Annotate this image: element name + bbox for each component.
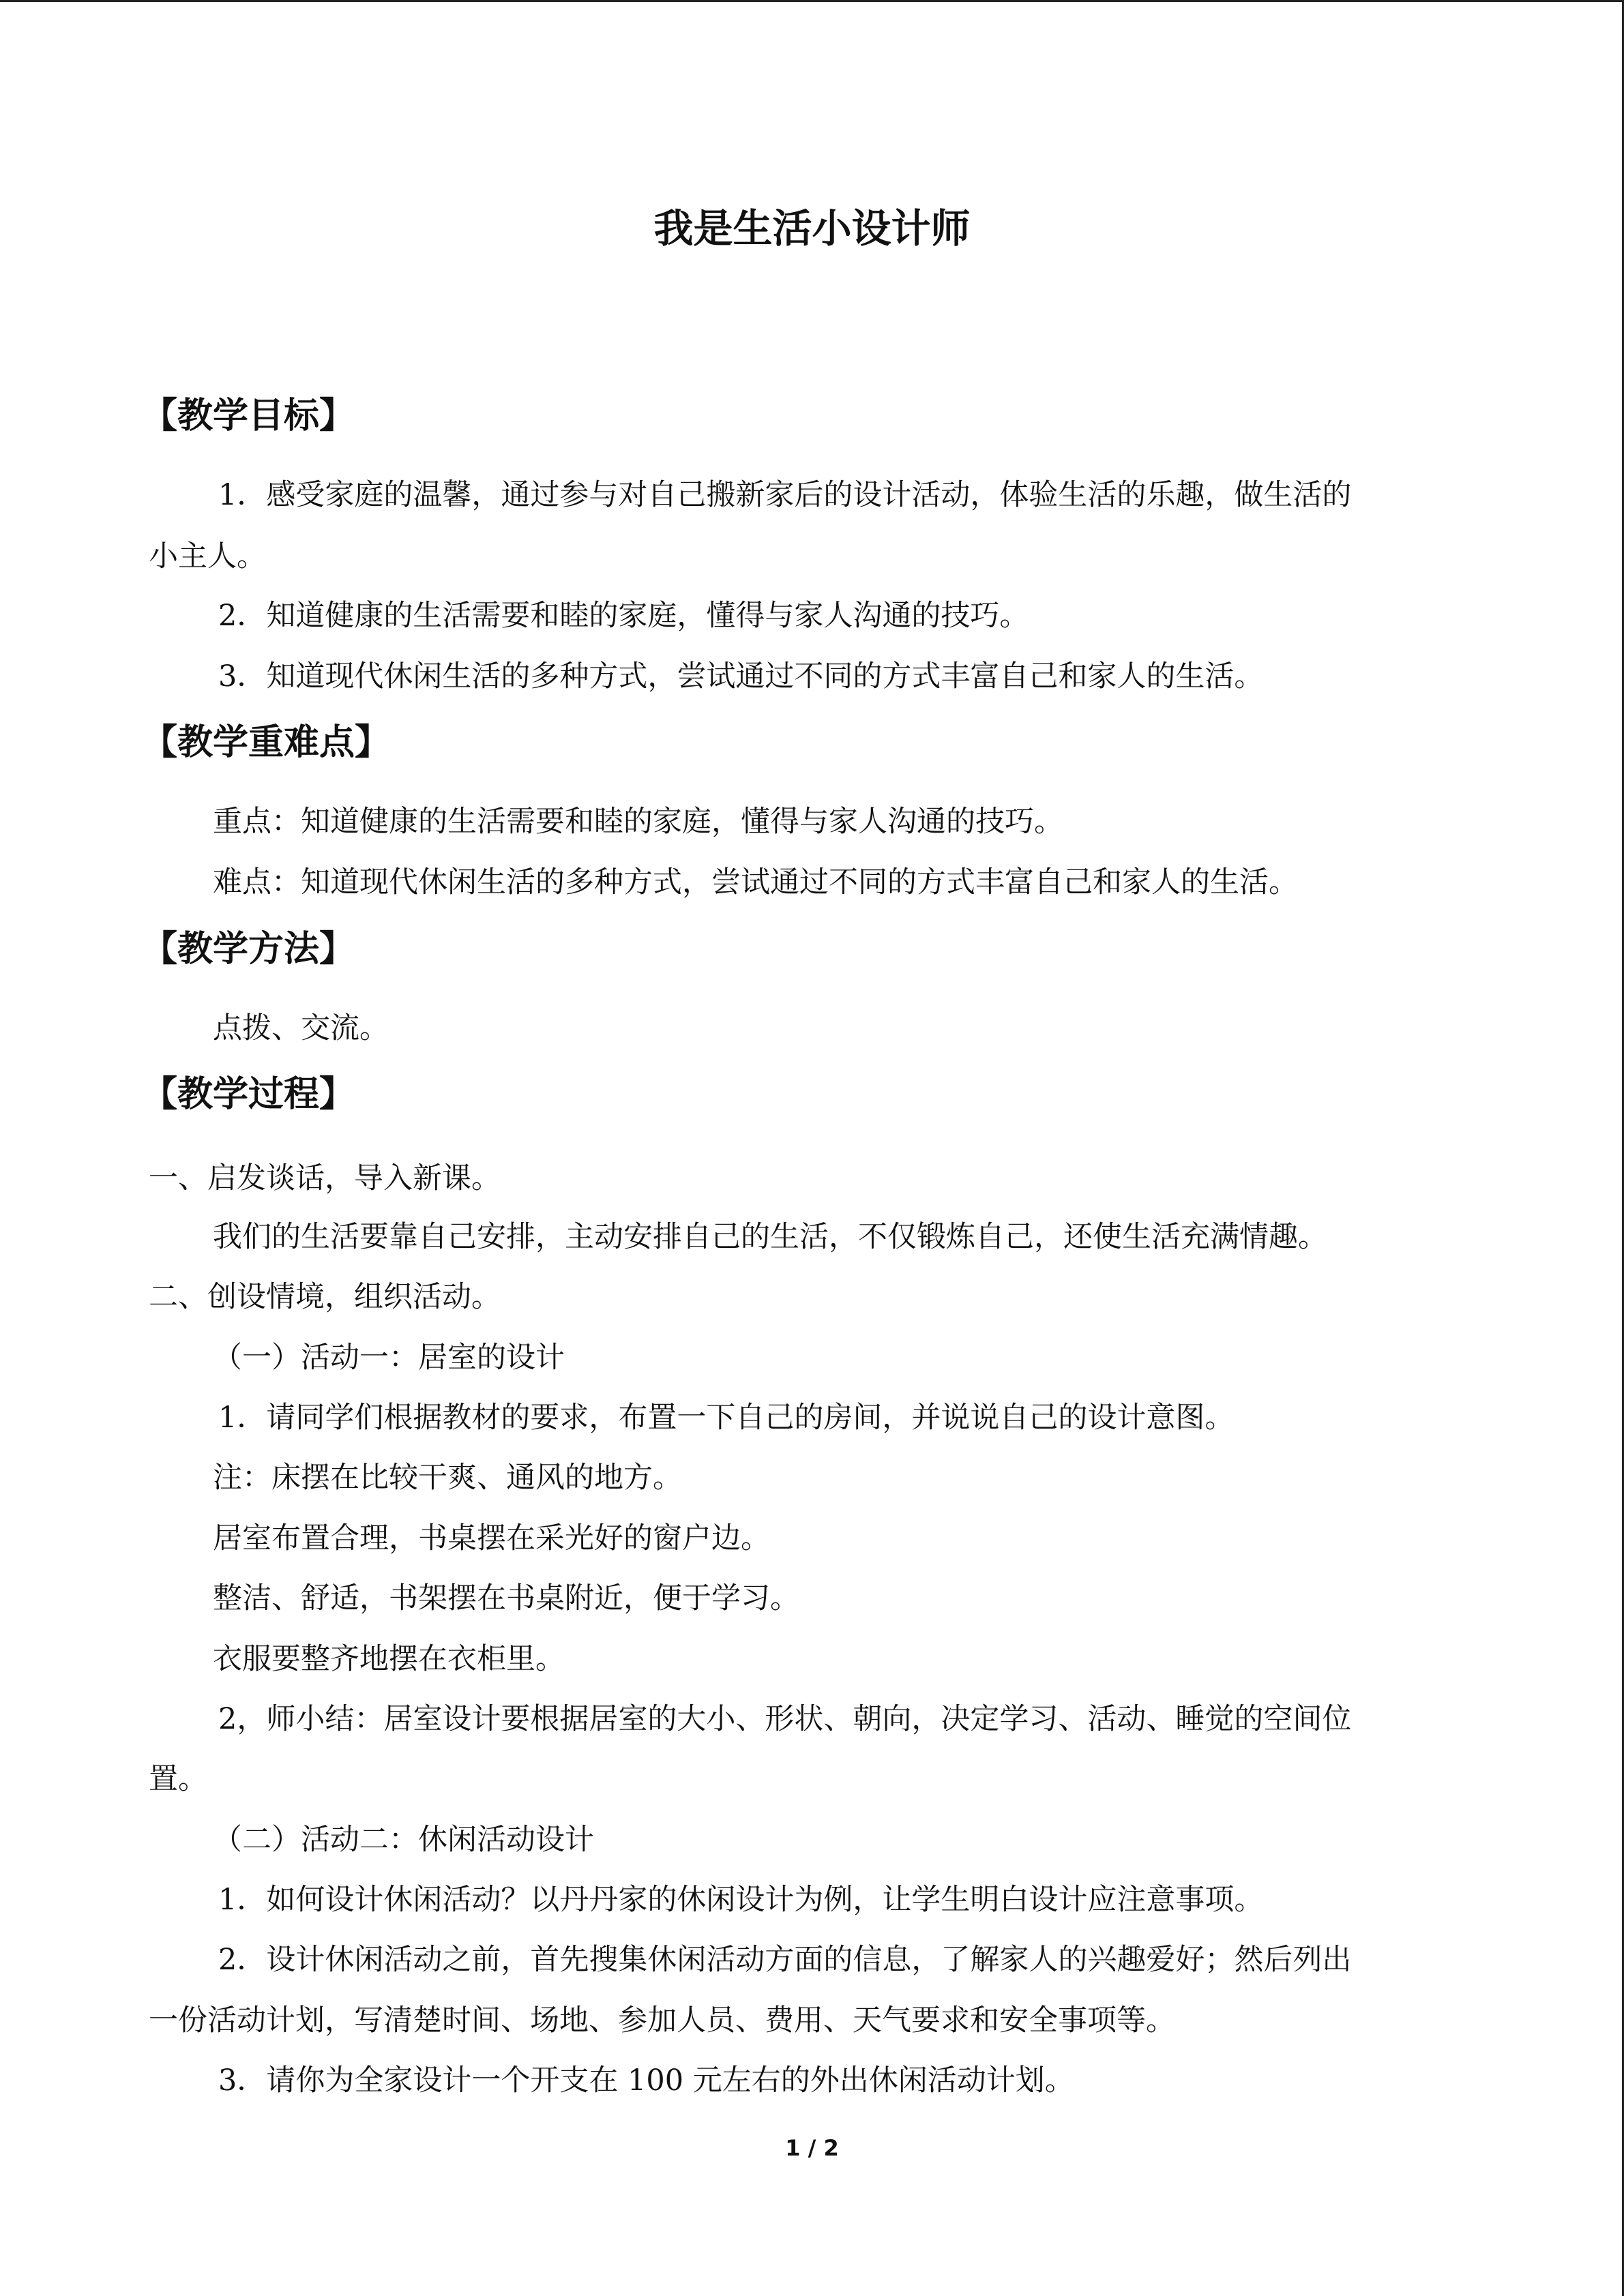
activity-1-note: 注：床摆在比较干爽、通风的地方。 [213,1461,682,1495]
section-heading-methods: 【教学方法】 [142,929,355,970]
activity-2-item-1: 1．如何设计休闲活动？以丹丹家的休闲设计为例，让学生明白设计应注意事项。 [218,1883,1264,1917]
activity-2-heading: （二）活动二：休闲活动设计 [213,1823,594,1857]
goals-item-1: 1．感受家庭的温馨，通过参与对自己搬新家后的设计活动，体验生活的乐趣，做生活的 [218,478,1352,512]
keypoint-difficulty: 难点：知道现代休闲生活的多种方式，尝试通过不同的方式丰富自己和家人的生活。 [213,865,1298,899]
process-step-2: 二、创设情境，组织活动。 [149,1280,501,1314]
activity-1-summary: 2，师小结：居室设计要根据居室的大小、形状、朝向，决定学习、活动、睡觉的空间位 [218,1702,1352,1736]
activity-1-note-4: 衣服要整齐地摆在衣柜里。 [213,1642,565,1676]
section-heading-process: 【教学过程】 [142,1074,355,1115]
process-step-1: 一、启发谈话，导入新课。 [149,1161,501,1195]
keypoint-focus: 重点：知道健康的生活需要和睦的家庭，懂得与家人沟通的技巧。 [213,805,1063,839]
process-step-1-text: 我们的生活要靠自己安排，主动安排自己的生活，不仅锻炼自己，还使生活充满情趣。 [213,1220,1327,1254]
goals-item-1-cont: 小主人。 [149,539,266,573]
activity-1-item-1: 1．请同学们根据教材的要求，布置一下自己的房间，并说说自己的设计意图。 [218,1401,1235,1435]
section-heading-goals: 【教学目标】 [142,396,355,436]
activity-1-note-3: 整洁、舒适，书架摆在书桌附近，便于学习。 [213,1581,799,1615]
activity-1-summary-cont: 置。 [149,1762,207,1796]
page-number: 1 / 2 [785,2135,839,2161]
activity-2-item-2: 2．设计休闲活动之前，首先搜集休闲活动方面的信息，了解家人的兴趣爱好；然后列出 [218,1943,1352,1977]
activity-1-note-2: 居室布置合理，书桌摆在采光好的窗户边。 [213,1521,770,1555]
activity-2-item-2-cont: 一份活动计划，写清楚时间、场地、参加人员、费用、天气要求和安全事项等。 [149,2003,1175,2038]
goals-item-2: 2．知道健康的生活需要和睦的家庭，懂得与家人沟通的技巧。 [218,599,1029,633]
activity-2-item-3: 3．请你为全家设计一个开支在 100 元左右的外出休闲活动计划。 [218,2063,1074,2098]
goals-item-3: 3．知道现代休闲生活的多种方式，尝试通过不同的方式丰富自己和家人的生活。 [218,659,1264,694]
section-heading-keypoints: 【教学重难点】 [142,722,391,763]
methods-text: 点拨、交流。 [213,1011,389,1045]
document-title: 我是生活小设计师 [653,205,971,252]
activity-1-heading: （一）活动一：居室的设计 [213,1341,565,1375]
